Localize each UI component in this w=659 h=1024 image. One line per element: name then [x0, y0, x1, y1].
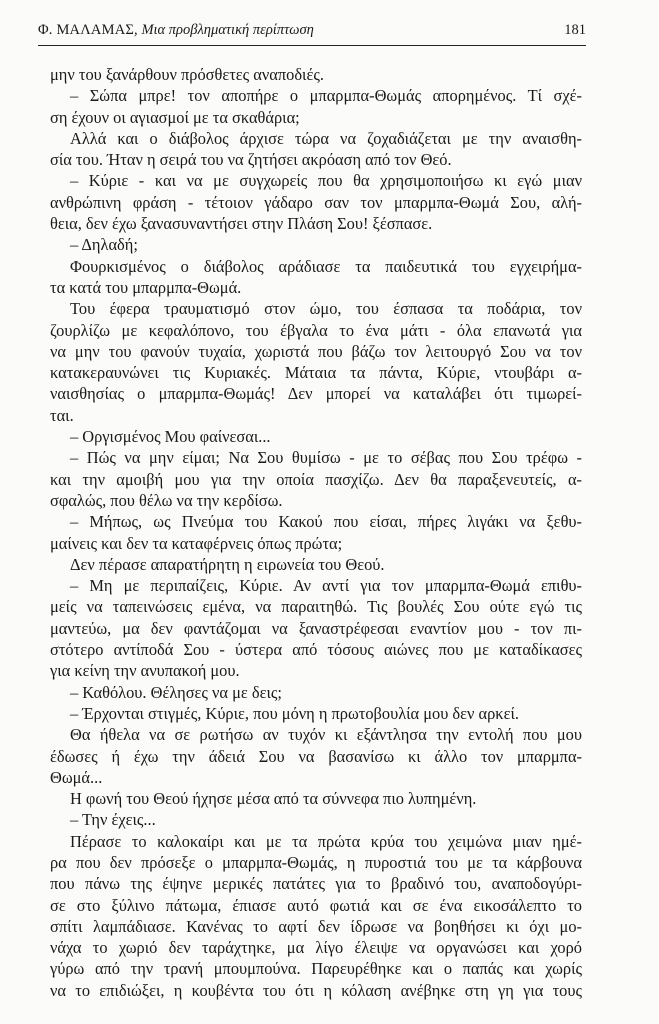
text-line: νάχα το χωριό δεν ταράχτηκε, μα λίγο έλειψε να οργανώσει και χορό — [50, 938, 582, 958]
text-line: μαίνεις και δεν τα καταφέρνεις όπως πρώτα; — [50, 533, 343, 553]
text-line: να μην του φανούν τυχαία, χωριστά που βάζω τον λειτουργό Σου να τον — [50, 341, 582, 361]
text-line: τα κατά του μπαρμπα-Θωμά. — [50, 277, 242, 297]
text-line: – Μη με περιπαίζεις, Κύριε. Αν αντί για τον μπαρμπα-Θωμά επιθυ- — [70, 576, 582, 596]
text-line: μείς να ταπεινώσεις εμένα, να παραιτηθώ. Τις βουλές Σου ούτε εγώ τις — [50, 597, 582, 617]
text-line: – Καθόλου. Θέλησες να με δεις; — [70, 682, 282, 702]
text-line: μαντεύω, μα δεν φαντάζομαι να ξαναστρέφεσαι εναντίον μου - τον πι- — [50, 618, 582, 638]
header-rule — [38, 45, 586, 46]
text-line: σπίτι λαμπάδιασε. Κανένας το αφτί δεν ίδρωσε να βοηθήσει κι όχι μο- — [50, 916, 582, 936]
text-line: σφαλώς, που θέλω να την κερδίσω. — [50, 490, 283, 510]
text-line: Πέρασε το καλοκαίρι και με τα πρώτα κρύα του χειμώνα μιαν ημέ- — [70, 831, 582, 851]
text-line: ρα που δεν πρόσεξε ο μπαρμπα-Θωμάς, η πυροστιά του με τα κάρβουνα — [50, 852, 582, 872]
text-line: ανθρώπινη φράση - τέτοιον γάδαρο σαν τον μπαρμπα-Θωμά Σου, αλή- — [50, 192, 582, 212]
text-line: – Μήπως, ως Πνεύμα του Κακού που είσαι, πήρες λιγάκι να ξεθυ- — [70, 512, 582, 532]
text-line: σε στο ξύλινο πάτωμα, έπιασε αυτό φωτιά και σε ένα εικοσάλεπτο το — [50, 895, 582, 915]
text-line: στότερο αντίποδά Σου - ύστερα από τόσους αιώνες που με καταδίκασες — [50, 640, 582, 660]
page-number: 181 — [564, 22, 586, 38]
text-line: Η φωνή του Θεού ήχησε μέσα από τα σύννεφα πιο λυπημένη. — [70, 789, 477, 809]
text-line: Αλλά και ο διάβολος άρχισε τώρα να ζοχαδιάζεται με την αναισθη- — [70, 128, 582, 148]
text-line: – Έρχονται στιγμές, Κύριε, που μόνη η πρωτοβουλία μου δεν αρκεί. — [70, 703, 519, 723]
text-line: έδωσες ή έχω την άδειά Σου να βασανίσω κι άλλο τον μπαρμπα- — [50, 746, 582, 766]
text-line: ται. — [50, 405, 74, 425]
text-line: ση έχουν οι αγιασμοί με τα σκαθάρια; — [50, 107, 300, 127]
header-title: Μια προβληματική περίπτωση — [141, 22, 314, 38]
text-line: γύρω από την τρανή μπουμπούνα. Παρευρέθηκε και ο παπάς και χωρίς — [50, 959, 582, 979]
text-line: μην του ξανάρθουν πρόσθετες αναποδιές. — [50, 65, 324, 84]
text-line: Του έφερα τραυματισμό στον ώμο, του έσπασα τα ποδάρια, τον — [70, 299, 582, 319]
text-line: – Πώς να μην είμαι; Να Σου θυμίσω - με το σέβας που Σου τρέφω - — [70, 448, 582, 468]
text-line: – Την έχεις... — [70, 810, 156, 830]
text-line: να το επιδιώξει, η κουβέντα του ότι η κόλαση ανέβηκε στη γη για τους — [50, 980, 582, 1000]
text-line: – Οργισμένος Μου φαίνεσαι... — [70, 427, 271, 447]
text-line: ναισθησίας ο μπαρμπα-Θωμάς! Δεν μπορεί να καταλάβει ότι τιμωρεί- — [50, 384, 582, 404]
text-line: Φουρκισμένος ο διάβολος αράδιασε τα παιδευτικά του εγχειρήμα- — [70, 256, 582, 276]
text-line: ζουρλίζω με κεφαλόπονο, του έβγαλα το ένα μάτι - όλα επανωτά για — [50, 320, 582, 340]
text-line: που πάνω της έψηνε μερικές πατάτες για το βραδινό του, αναποδογύρι- — [50, 874, 582, 894]
text-line: σία του. Ήταν η σειρά του να ζητήσει ακρόαση από τον Θεό. — [50, 150, 452, 170]
text-line: – Δηλαδή; — [70, 235, 138, 255]
text-line: – Κύριε - και να με συγχωρείς που θα χρησιμοποιήσω κι εγώ μιαν — [70, 171, 582, 191]
text-line: κατακεραυνώνει τις Κυριακές. Μάταια τα πάντα, Κύριε, ντουβάρι α- — [50, 363, 582, 383]
text-line: και την αμοιβή μου για την οποία πασχίζω. Δεν θα παραξενευτείς, α- — [50, 469, 582, 489]
header-author: Φ. ΜΑΛΑΜΑΣ, — [38, 22, 138, 38]
body-text — [50, 64, 582, 1001]
text-line: θεια, δεν έχω ξανασυναντήσει στην Πλάση Σου! ξέσπασε. — [50, 214, 433, 234]
text-line: Δεν πέρασε απαρατήρητη η ειρωνεία του Θεού. — [70, 554, 385, 574]
text-line: για κείνη την ανυπακοή μου. — [50, 661, 240, 681]
text-line: – Σώπα μπρε! τον αποπήρε ο μπαρμπα-Θωμάς απορημένος. Τί σχέ- — [70, 86, 582, 106]
text-line: Θα ήθελα να σε ρωτήσω αν τυχόν κι εξάντλησα την εντολή που μου — [70, 725, 582, 745]
text-line: Θωμά... — [50, 767, 103, 787]
running-header — [38, 22, 586, 44]
